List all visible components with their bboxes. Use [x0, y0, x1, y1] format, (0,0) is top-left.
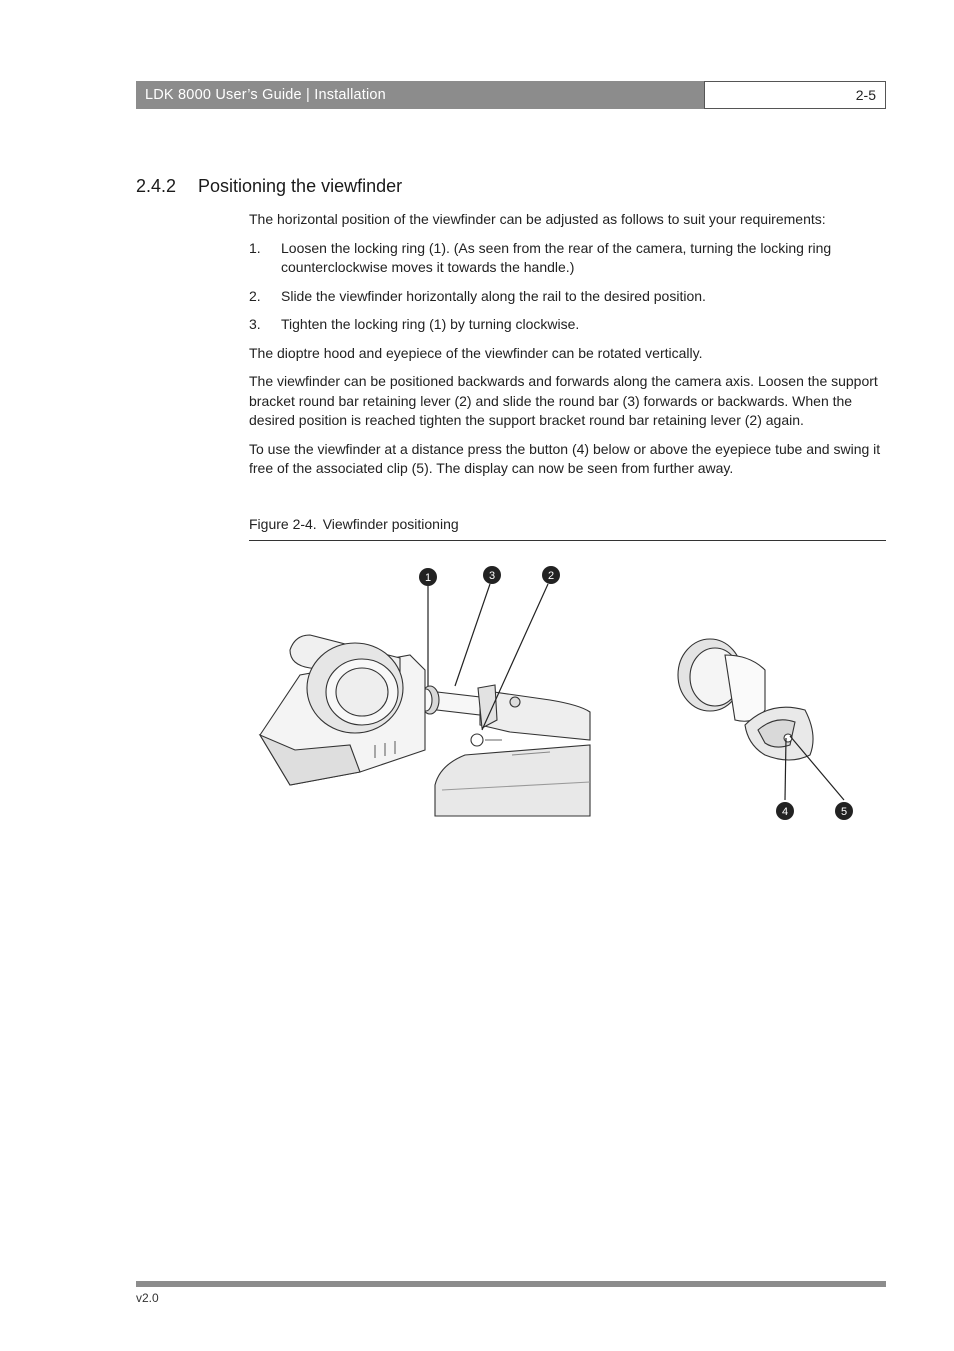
step-text: Loosen the locking ring (1). (As seen from the rear of the camera, turning the locking ring counterclockwise moves it towards the handle.): [281, 239, 832, 275]
page-number: 2-5: [704, 81, 886, 109]
step-number: 1.: [249, 239, 261, 256]
body-paragraph: The viewfinder can be positioned backwards and forwards along the camera axis. Loosen the support bracket round bar retaining lever (2) and slide the round bar (3) forwards or backwards. When the desired position is reached tighten the support bracket round bar retaining lever (2) again.: [249, 373, 878, 428]
figure-caption: [249, 516, 886, 541]
figure-label: Figure 2-4.: [249, 516, 317, 532]
step-text: Tighten the locking ring (1) by turning clockwise.: [281, 316, 580, 332]
viewfinder-illustration: [250, 560, 886, 830]
section-title: Positioning the viewfinder: [198, 176, 403, 196]
footer-rule: [136, 1281, 886, 1287]
step-text: Slide the viewfinder horizontally along the rail to the desired position.: [281, 287, 706, 304]
callout-label: 1: [424, 572, 432, 584]
body-content: [249, 210, 886, 488]
step-item: [249, 287, 886, 307]
callout-label: 4: [781, 806, 789, 818]
body-paragraph: The dioptre hood and eyepiece of the viewfinder can be rotated vertically.: [249, 344, 703, 361]
step-item: [249, 239, 886, 278]
callout-5: [835, 802, 853, 820]
callout-label: 2: [547, 570, 555, 582]
footer-version: v2.0: [136, 1291, 159, 1305]
header-title: LDK 8000 User’s Guide | Installation: [136, 81, 704, 109]
step-item: [249, 315, 886, 335]
callout-1: [419, 568, 437, 586]
steps-list: [249, 239, 886, 335]
body-paragraph: To use the viewfinder at a distance press the button (4) below or above the eyepiece tube and swing it free of the associated clip (5). The display can now be seen from further away.: [249, 440, 881, 476]
callout-4: [776, 802, 794, 820]
intro-paragraph: The horizontal position of the viewfinder can be adjusted as follows to suit your requirements:: [249, 211, 826, 227]
section-heading: [136, 176, 402, 197]
step-number: 2.: [249, 287, 261, 304]
callout-label: 3: [488, 570, 496, 582]
callout-label: 5: [840, 806, 848, 818]
viewfinder-figure: [250, 560, 886, 830]
section-number: 2.4.2: [136, 176, 177, 196]
step-number: 3.: [249, 316, 261, 332]
figure-caption-text: Viewfinder positioning: [322, 516, 459, 532]
page-header: [136, 81, 886, 109]
callout-3: [483, 566, 501, 584]
callout-2: [542, 566, 560, 584]
